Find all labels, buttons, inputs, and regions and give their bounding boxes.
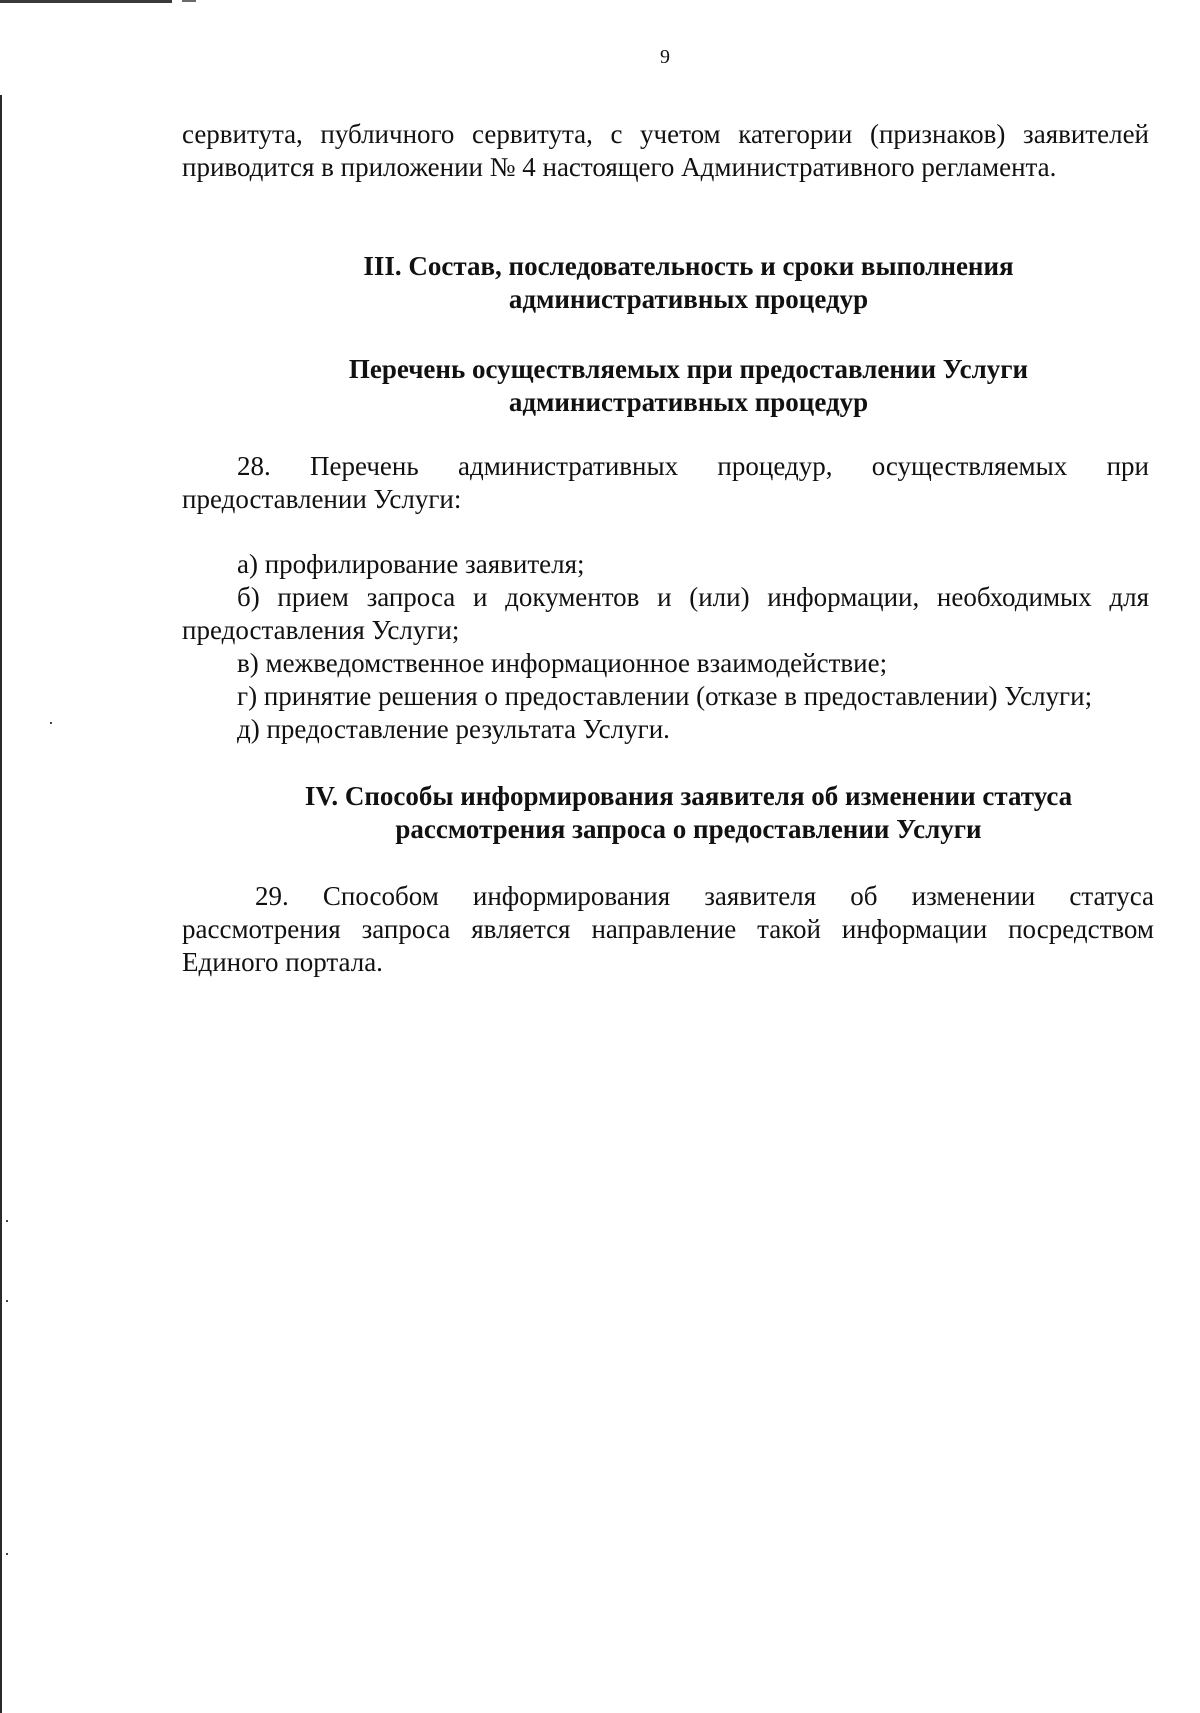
- intro-line: сервитута, публичного сервитута, с учетом категории (признаков) заявителей: [182, 119, 1149, 149]
- intro-paragraph: [182, 118, 1149, 184]
- item-28-line: 28. Перечень административных процедур, осуществляемых при: [237, 451, 1149, 481]
- section-3-heading: [205, 250, 1172, 316]
- subsection-heading: [205, 353, 1172, 419]
- page-number: 9: [660, 46, 670, 68]
- scan-artifact-dot: [6, 1220, 8, 1222]
- item-29-line: рассмотрения запроса является направление такой информации посредством: [182, 914, 1154, 944]
- scan-artifact-dot: [6, 1300, 8, 1302]
- intro-line: приводится в приложении № 4 настоящего Административного регламента.: [182, 152, 1057, 182]
- list-item: б) прием запроса и документов и (или) информации, необходимых для: [237, 582, 1149, 612]
- scan-artifact-left-edge: [0, 95, 2, 1713]
- scan-artifact-top-small: [182, 0, 196, 2]
- section-4-heading-line: рассмотрения запроса о предоставлении Услуги: [395, 814, 982, 844]
- subsection-heading-line: Перечень осуществляемых при предоставлении Услуги: [348, 354, 1029, 384]
- list-item: в) межведомственное информационное взаимодействие;: [237, 648, 888, 678]
- section-4-heading-line: IV. Способы информирования заявителя об изменении статуса: [304, 781, 1073, 811]
- list-item: а) профилирование заявителя;: [237, 549, 585, 579]
- list-item: д) предоставление результата Услуги.: [237, 714, 670, 744]
- list-item-continuation: предоставления Услуги;: [182, 615, 460, 645]
- scan-artifact-dot: [6, 1553, 8, 1555]
- scan-artifact-top: [0, 0, 172, 3]
- subsection-heading-line: административных процедур: [508, 387, 869, 417]
- section-3-heading-line: административных процедур: [508, 284, 869, 314]
- section-3-heading-line: III. Состав, последовательность и сроки выполнения: [363, 251, 1014, 281]
- item-28-line: предоставлении Услуги:: [182, 484, 462, 514]
- item-29-paragraph: [182, 880, 1154, 979]
- section-4-heading: [205, 780, 1172, 846]
- item-29-line: 29. Способом информирования заявителя об изменении статуса: [255, 881, 1154, 911]
- procedures-list: [182, 548, 1149, 746]
- item-28-paragraph: [182, 450, 1149, 516]
- item-29-line: Единого портала.: [182, 947, 383, 977]
- scan-artifact-dot: [50, 722, 52, 724]
- list-item: г) принятие решения о предоставлении (отказе в предоставлении) Услуги;: [237, 681, 1093, 711]
